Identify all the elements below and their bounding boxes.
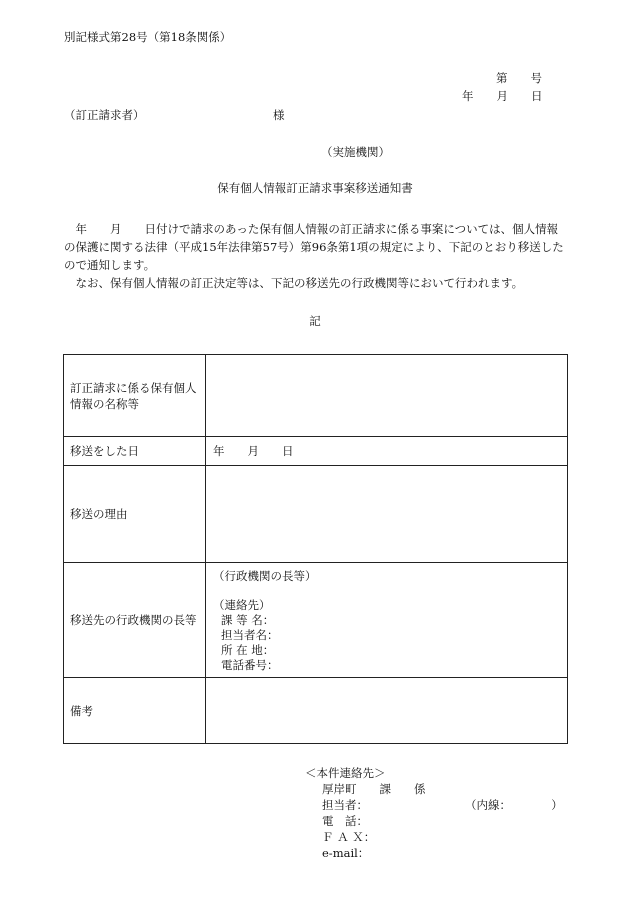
contact-person: 担当者：: [322, 798, 368, 812]
document-title: 保有個人情報訂正請求事案移送通知書: [217, 181, 413, 195]
body-paragraph-1: 年 月 日付けで請求のあった保有個人情報の訂正請求に係る事案については、個人情報の保護に関する法律（平成15年法律第57号）第96条第1項の規定により、下記のとおり移送したので通知します。: [64, 222, 564, 272]
row-label-destination: 移送先の行政機関の長等: [64, 563, 206, 678]
destination-contact-head: （連絡先）: [213, 598, 271, 612]
contact-dept: 厚岸町 課 係: [322, 782, 426, 796]
table-row: [64, 355, 568, 437]
table-row: [64, 466, 568, 563]
contact-email: e-mail：: [322, 846, 370, 860]
destination-person: 担当者名：: [221, 628, 279, 642]
document-date: 年 月 日: [462, 89, 543, 103]
details-table: [63, 354, 568, 744]
body-paragraph-2: なお、保有個人情報の訂正決定等は、下記の移送先の行政機関等において行われます。: [75, 276, 524, 290]
contact-block: [305, 765, 563, 861]
agency-label: （実施機関）: [321, 145, 390, 159]
table-row: [64, 563, 568, 678]
document-number: 第 号: [496, 71, 542, 85]
form-number: 別記様式第28号（第18条関係）: [64, 30, 232, 44]
row-value-remarks: [206, 678, 568, 744]
contact-person-row: [305, 797, 563, 813]
row-label-transfer-reason: 移送の理由: [64, 466, 206, 563]
destination-address: 所 在 地：: [221, 643, 275, 657]
contact-heading: ＜本件連絡先＞: [305, 766, 386, 780]
honorific: 様: [273, 108, 285, 122]
body-text: [64, 220, 569, 292]
ki-heading: 記: [309, 314, 321, 328]
row-value-destination: [206, 563, 568, 678]
contact-extension: （内線： ）: [465, 798, 563, 812]
contact-phone: 電 話：: [322, 814, 368, 828]
requester-label: （訂正請求者）: [64, 108, 145, 122]
table-row: [64, 437, 568, 466]
destination-head: （行政機関の長等）: [213, 569, 317, 583]
row-label-remarks: 備考: [64, 678, 206, 744]
row-value-info-name: [206, 355, 568, 437]
table-row: [64, 678, 568, 744]
destination-phone: 電話番号：: [221, 658, 279, 672]
destination-dept: 課 等 名：: [221, 613, 275, 627]
row-value-transfer-date: 年 月 日: [206, 437, 568, 466]
contact-fax: Ｆ Ａ Ｘ：: [322, 830, 376, 844]
row-label-transfer-date: 移送をした日: [64, 437, 206, 466]
row-value-transfer-reason: [206, 466, 568, 563]
row-label-info-name: 訂正請求に係る保有個人情報の名称等: [64, 355, 206, 437]
